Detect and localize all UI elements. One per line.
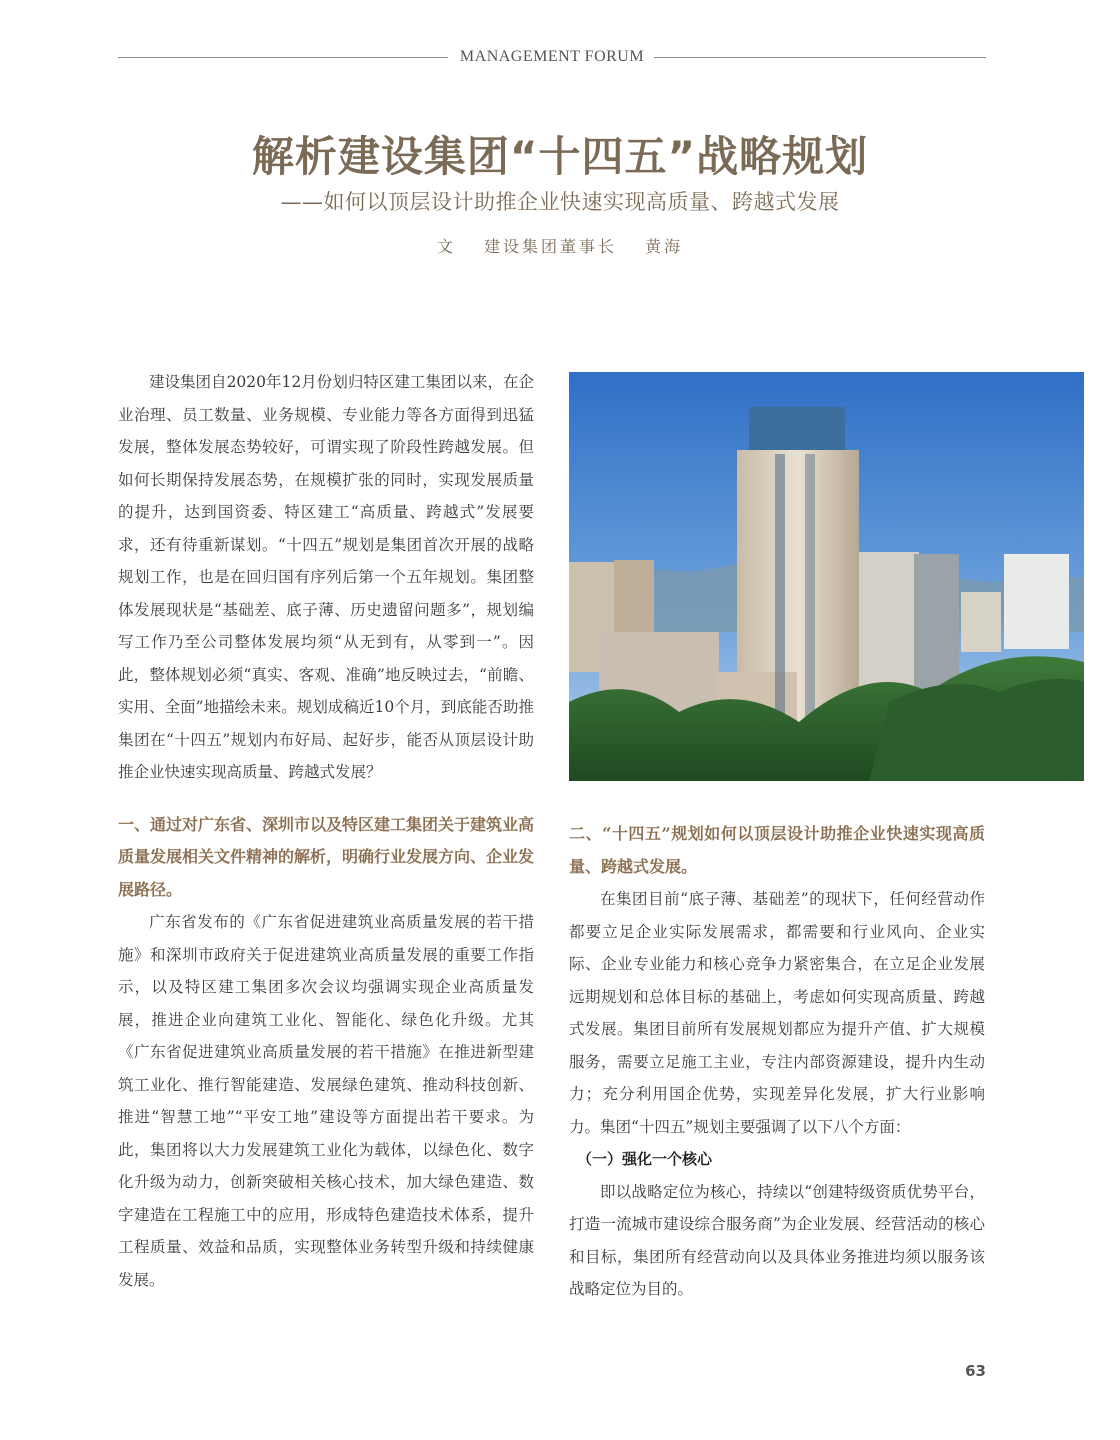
section-1-heading: 一、通过对广东省、深圳市以及特区建工集团关于建筑业高质量发展相关文件精神的解析，明确行业发展方向、企业发展路径。 (118, 814, 535, 899)
office-tower-photo (569, 372, 1084, 781)
byline-author-name: 黄海 (645, 237, 684, 256)
byline (0, 234, 1120, 257)
right-column (569, 818, 985, 1306)
left-column (118, 366, 534, 1296)
article-title: 解析建设集团“十四五”战略规划 (251, 132, 869, 181)
header-rule-right (654, 57, 986, 58)
section-2-heading: 二、“十四五”规划如何以顶层设计助推企业快速实现高质量、跨越式发展。 (569, 824, 985, 876)
section-2-paragraph: 在集团目前“底子薄、基础差”的现状下，任何经营动作都要立足企业实际发展需求，都需要和行业风向、企业实际、企业专业能力和核心竞争力紧密集合，在立足企业发展远期规划和总体目标的基础上，考虑如何实现高质量、跨越式发展。集团目前所有发展规划都应为提升产值、扩大规模服务，需要立足施工主业，专注内部资源建设，提升内生动力；充分利用国企优势，实现差异化发展，扩大行业影响力。集团“十四五”规划主要强调了以下八个方面： (569, 890, 985, 1136)
running-header (118, 46, 986, 70)
article-subtitle: ——如何以顶层设计助推企业快速实现高质量、跨越式发展 (280, 190, 840, 214)
subsection-1-heading: （一）强化一个核心 (577, 1150, 713, 1168)
page-number: 63 (965, 1362, 986, 1380)
byline-author-title: 建设集团董事长 (483, 237, 617, 256)
section-label: MANAGEMENT FORUM (459, 48, 645, 65)
subsection-1-paragraph: 即以战略定位为核心，持续以“创建特级资质优势平台，打造一流城市建设综合服务商”为企业发展、经营活动的核心和目标，集团所有经营动向以及具体业务推进均须以服务该战略定位为目的。 (569, 1182, 985, 1298)
intro-paragraph: 建设集团自2020年12月份划归特区建工集团以来，在企业治理、员工数量、业务规模、专业能力等各方面得到迅猛发展，整体发展态势较好，可谓实现了阶段性跨越发展。但如何长期保持发展态势，在规模扩张的同时，实现发展质量的提升，达到国资委、特区建工“高质量、跨越式”发展要求，还有待重新谋划。“十四五”规划是集团首次开展的战略规划工作，也是在回归国有序列后第一个五年规划。集团整体发展现状是“基础差、底子薄、历史遗留问题多”，规划编写工作乃至公司整体发展均须“从无到有，从零到一”。因此，整体规划必须“真实、客观、准确”地反映过去，“前瞻、实用、全面”地描绘未来。规划成稿近10个月，到底能否助推集团在“十四五”规划内布好局、起好步，能否从顶层设计助推企业快速实现高质量、跨越式发展？ (118, 373, 534, 781)
byline-prefix: 文 (436, 237, 456, 256)
section-1-paragraph: 广东省发布的《广东省促进建筑业高质量发展的若干措施》和深圳市政府关于促进建筑业高质量发展的重要工作指示，以及特区建工集团多次会议均强调实现企业高质量发展，推进企业向建筑工业化、智能化、绿色化升级。尤其《广东省促进建筑业高质量发展的若干措施》在推进新型建筑工业化、推行智能建造、发展绿色建筑、推动科技创新、推进“智慧工地”“平安工地”建设等方面提出若干要求。为此，集团将以大力发展建筑工业化为载体，以绿色化、数字化升级为动力，创新突破相关核心技术，加大绿色建造、数字建造在工程施工中的应用，形成特色建造技术体系，提升工程质量、效益和品质，实现整体业务转型升级和持续健康发展。 (118, 913, 534, 1289)
